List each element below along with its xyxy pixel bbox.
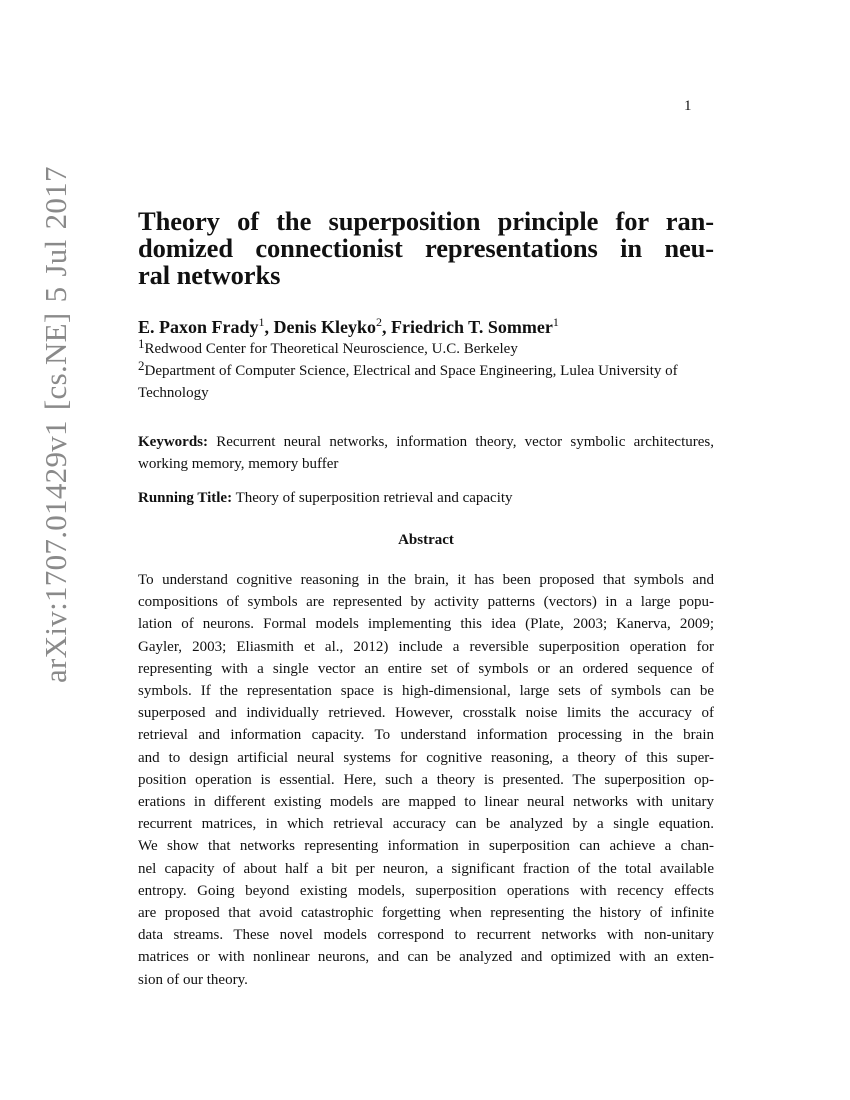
abstract-line: and to design artificial neural systems for cognitive reasoning, a theory of this super-	[138, 749, 714, 766]
title-line: ral networks	[138, 260, 281, 290]
abstract-body	[138, 569, 714, 991]
title-line: domized connectionist representations in neu-	[138, 233, 714, 263]
author-affiliation-mark: 1	[258, 315, 265, 329]
paper-front-matter	[138, 208, 714, 991]
abstract-line: entropy. Going beyond existing models, superposition operations with recency effects	[138, 882, 714, 899]
page-number: 1	[684, 98, 692, 114]
abstract-line: sion of our theory.	[138, 971, 248, 988]
abstract-line: lation of neurons. Formal models implementing this idea (Plate, 2003; Kanerva, 2009;	[138, 616, 714, 633]
running-title-label: Running Title:	[138, 490, 233, 506]
affiliation	[138, 360, 714, 404]
abstract-line: matrices or with nonlinear neurons, and can be analyzed and optimized with an exten-	[138, 949, 714, 966]
affiliation-text: Department of Computer Science, Electrical and Space Engineering, Lulea University of Technology	[138, 363, 678, 401]
author-name: E. Paxon Frady	[138, 317, 259, 337]
abstract-line: recurrent matrices, in which retrieval accuracy can be analyzed by a single equation.	[138, 816, 714, 833]
title-line: Theory of the superposition principle for ran-	[138, 206, 714, 236]
affiliation-mark: 1	[138, 336, 145, 351]
abstract-line: compositions of symbols are represented by activity patterns (vectors) in a large popu-	[138, 594, 714, 611]
arxiv-identifier-stamp: arXiv:1707.01429v1 [cs.NE] 5 Jul 2017	[38, 166, 73, 683]
abstract-line: position operation is essential. Here, such a theory is presented. The superposition op-	[138, 771, 714, 788]
affiliation-mark: 2	[138, 358, 145, 373]
affiliation	[138, 338, 714, 360]
paper-title	[138, 208, 714, 289]
author-list: E. Paxon Frady$^1$, Denis Kleyko$^2$, Friedrich T. Sommer$^1$	[138, 315, 559, 337]
abstract-line: superposed and individually retrieved. However, crosstalk noise limits the accuracy of	[138, 705, 714, 722]
author-affiliation-mark: 1	[552, 315, 559, 329]
keywords-text: Recurrent neural networks, information theory, vector symbolic architectures, working memory, memory buffer	[138, 434, 714, 472]
abstract-line: We show that networks representing information in superposition can achieve a chan-	[138, 838, 714, 855]
running-title	[138, 487, 714, 509]
abstract-line: representing with a single vector an entire set of symbols or an ordered sequence of	[138, 660, 714, 677]
abstract-line: retrieval and information capacity. To understand information processing in the brain	[138, 727, 714, 744]
abstract-heading: Abstract	[398, 532, 454, 548]
abstract-line: symbols. If the representation space is high-dimensional, large sets of symbols can be	[138, 683, 714, 700]
abstract-line: Gayler, 2003; Eliasmith et al., 2012) include a reversible superposition operation for	[138, 638, 714, 655]
abstract-line: data streams. These novel models correspond to recurrent networks with non-unitary	[138, 927, 714, 944]
keywords	[138, 431, 714, 475]
author-affiliation-mark: 2	[376, 315, 383, 329]
author-name: Denis Kleyko	[273, 317, 377, 337]
abstract-line: nel capacity of about half a bit per neuron, a significant fraction of the total available	[138, 860, 714, 877]
author-name: Friedrich T. Sommer	[391, 317, 553, 337]
running-title-text: Theory of superposition retrieval and capacity	[235, 490, 513, 506]
affiliation-text: Redwood Center for Theoretical Neuroscience, U.C. Berkeley	[144, 341, 518, 357]
abstract-line: are proposed that avoid catastrophic forgetting when representing the history of infinite	[138, 905, 714, 922]
abstract-line: erations in different existing models are mapped to linear neural networks with unitary	[138, 794, 714, 811]
abstract-line: To understand cognitive reasoning in the brain, it has been proposed that symbols and	[138, 572, 714, 588]
keywords-label: Keywords:	[138, 434, 208, 450]
